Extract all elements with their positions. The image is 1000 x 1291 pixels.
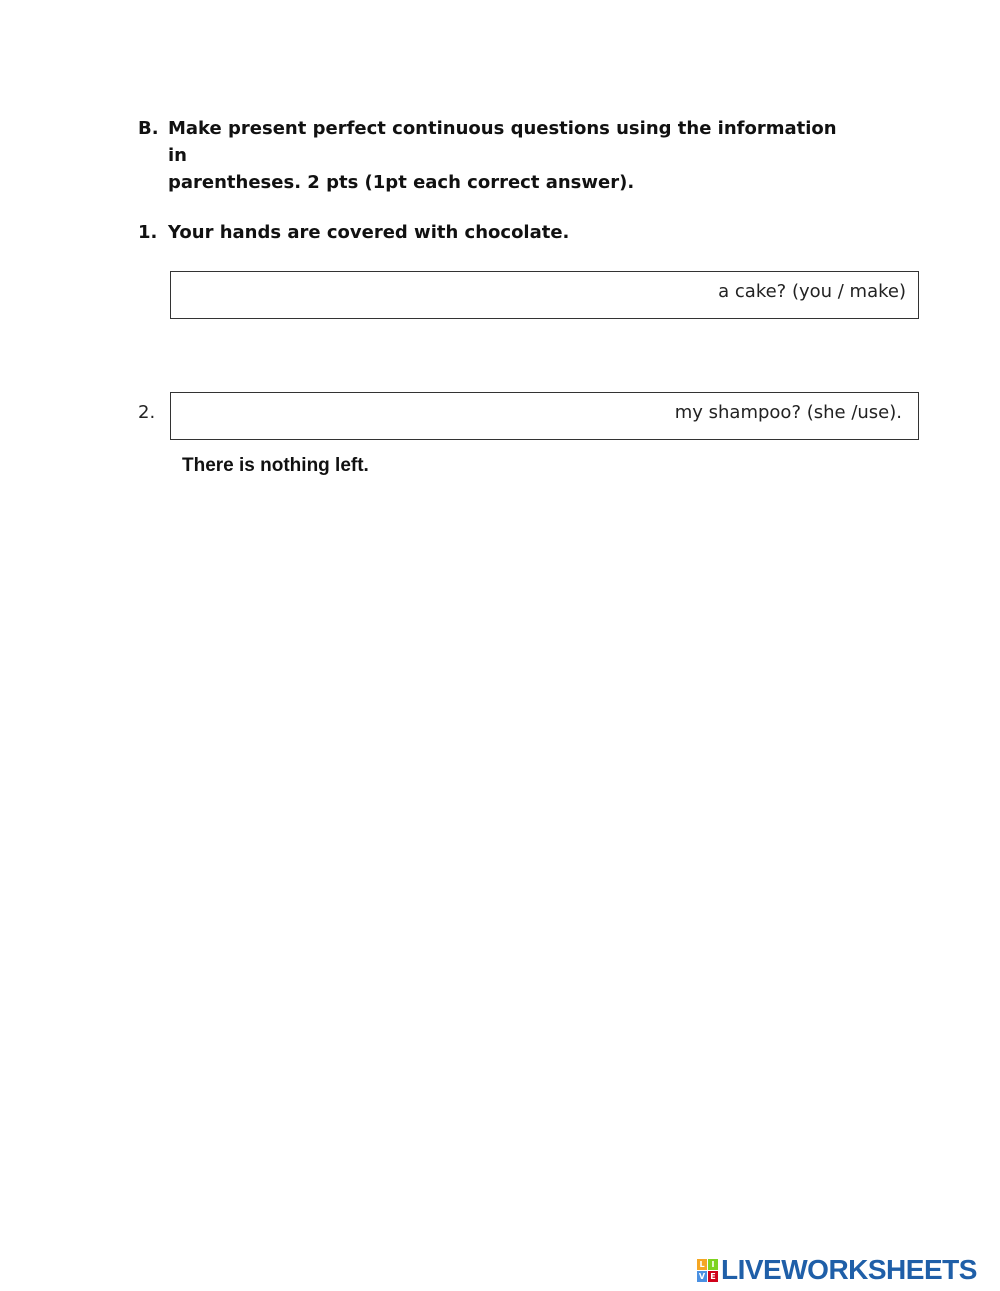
question-1-number: 1. [138, 222, 158, 243]
answer-box-1[interactable] [170, 271, 919, 319]
logo-block-i: I [708, 1259, 718, 1270]
question-2-number: 2. [138, 402, 156, 423]
instruction-line-1: Make present perfect continuous questions using the information in [168, 118, 837, 166]
answer-hint-1: a cake? (you / make) [718, 281, 906, 302]
logo-block-e: E [708, 1271, 718, 1282]
logo-block-v: V [698, 1271, 706, 1281]
section-letter: B. [138, 118, 159, 139]
logo-text: LIVEWORKSHEETS [721, 1254, 977, 1285]
logo-block-l: L [697, 1259, 707, 1270]
section-instruction [168, 115, 838, 196]
question-2-followup: There is nothing left. [182, 455, 369, 476]
question-1-text: Your hands are covered with chocolate. [168, 222, 570, 243]
answer-box-2[interactable] [170, 392, 919, 440]
logo-blocks-icon [697, 1259, 718, 1282]
question-1-prompt [138, 219, 569, 246]
section-header [138, 115, 838, 196]
answer-hint-2: my shampoo? (she /use). [674, 402, 902, 423]
instruction-line-2: parentheses. 2 pts (1pt each correct answer). [168, 172, 635, 193]
liveworksheets-logo [697, 1255, 977, 1285]
